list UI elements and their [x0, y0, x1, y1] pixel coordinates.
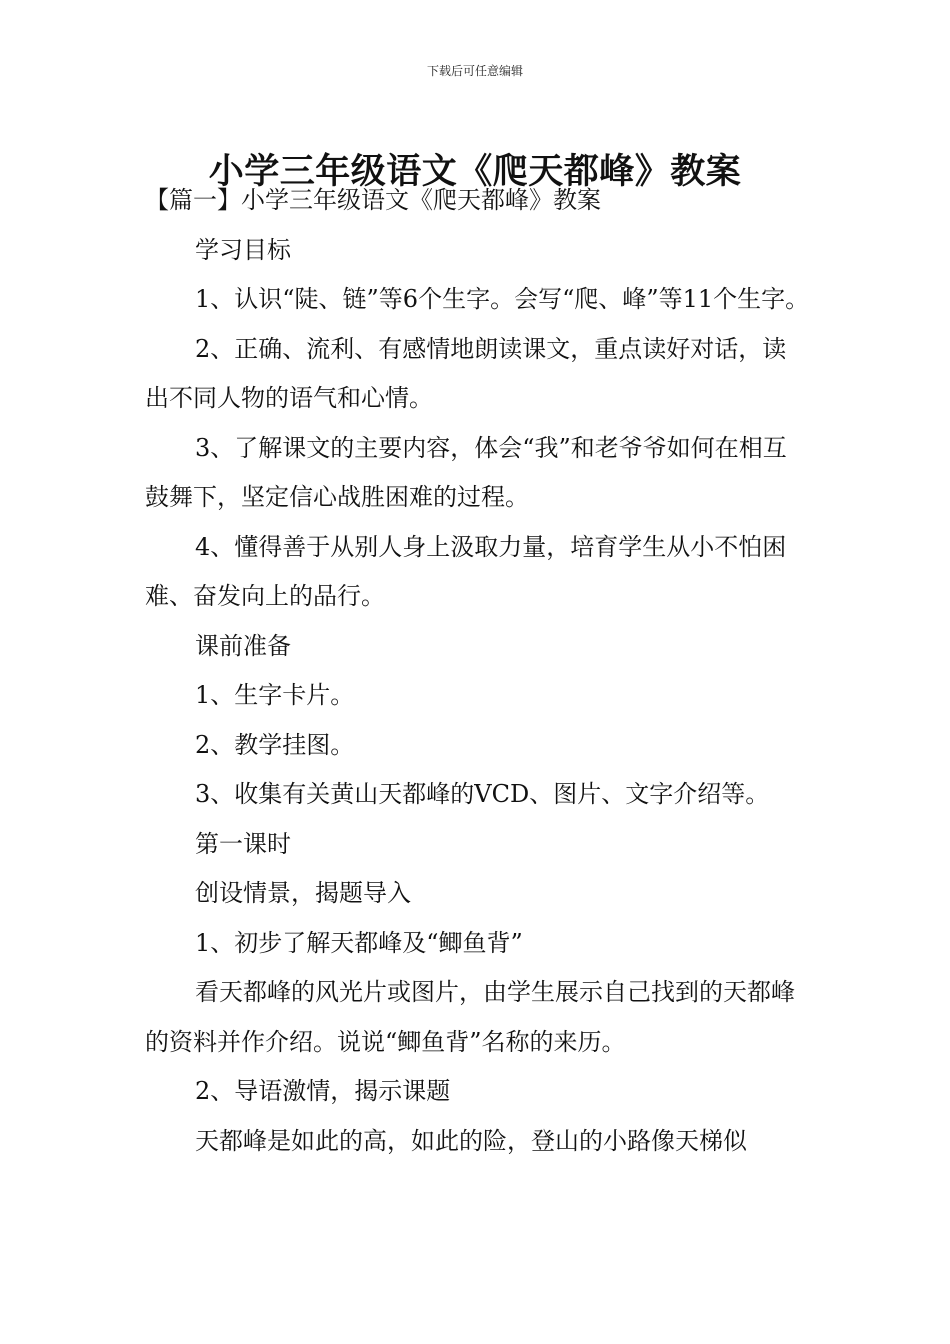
paragraph: 4、懂得善于从别人身上汲取力量，培育学生从小不怕困难、奋发向上的品行。 — [145, 532, 787, 610]
document-body — [145, 176, 810, 1166]
paragraph: 创设情景，揭题导入 — [195, 879, 411, 907]
paragraph: 2、正确、流利、有感情地朗读课文，重点读好对话，读出不同人物的语气和心情。 — [145, 334, 787, 412]
document-title: 小学三年级语文《爬天都峰》教案 — [208, 151, 742, 193]
paragraph: 学习目标 — [195, 235, 291, 264]
paragraph: 课前准备 — [195, 631, 291, 660]
paragraph: 3、收集有关黄山天都峰的VCD、图片、文字介绍等。 — [195, 780, 770, 808]
paragraph: 3、了解课文的主要内容，体会“我”和老爷爷如何在相互鼓舞下，坚定信心战胜困难的过程。 — [145, 433, 787, 511]
paragraph: 看天都峰的风光片或图片，由学生展示自己找到的天都峰的资料并作介绍。说说“鲫鱼背”名称的来历。 — [145, 978, 795, 1056]
paragraph: 第一课时 — [195, 829, 291, 858]
section-heading: 【篇一】小学三年级语文《爬天都峰》教案 — [145, 186, 601, 214]
paragraph: 1、初步了解天都峰及“鲫鱼背” — [195, 928, 523, 957]
paragraph: 2、教学挂图。 — [195, 730, 355, 759]
paragraph: 2、导语激情，揭示课题 — [195, 1077, 451, 1105]
paragraph: 1、认识“陡、链”等6个生字。会写“爬、峰”等11个生字。 — [195, 285, 810, 313]
paragraph: 天都峰是如此的高，如此的险，登山的小路像天梯似 — [195, 1126, 747, 1155]
page-header-note: 下载后可任意编辑 — [426, 64, 523, 78]
paragraph: 1、生字卡片。 — [195, 681, 355, 709]
